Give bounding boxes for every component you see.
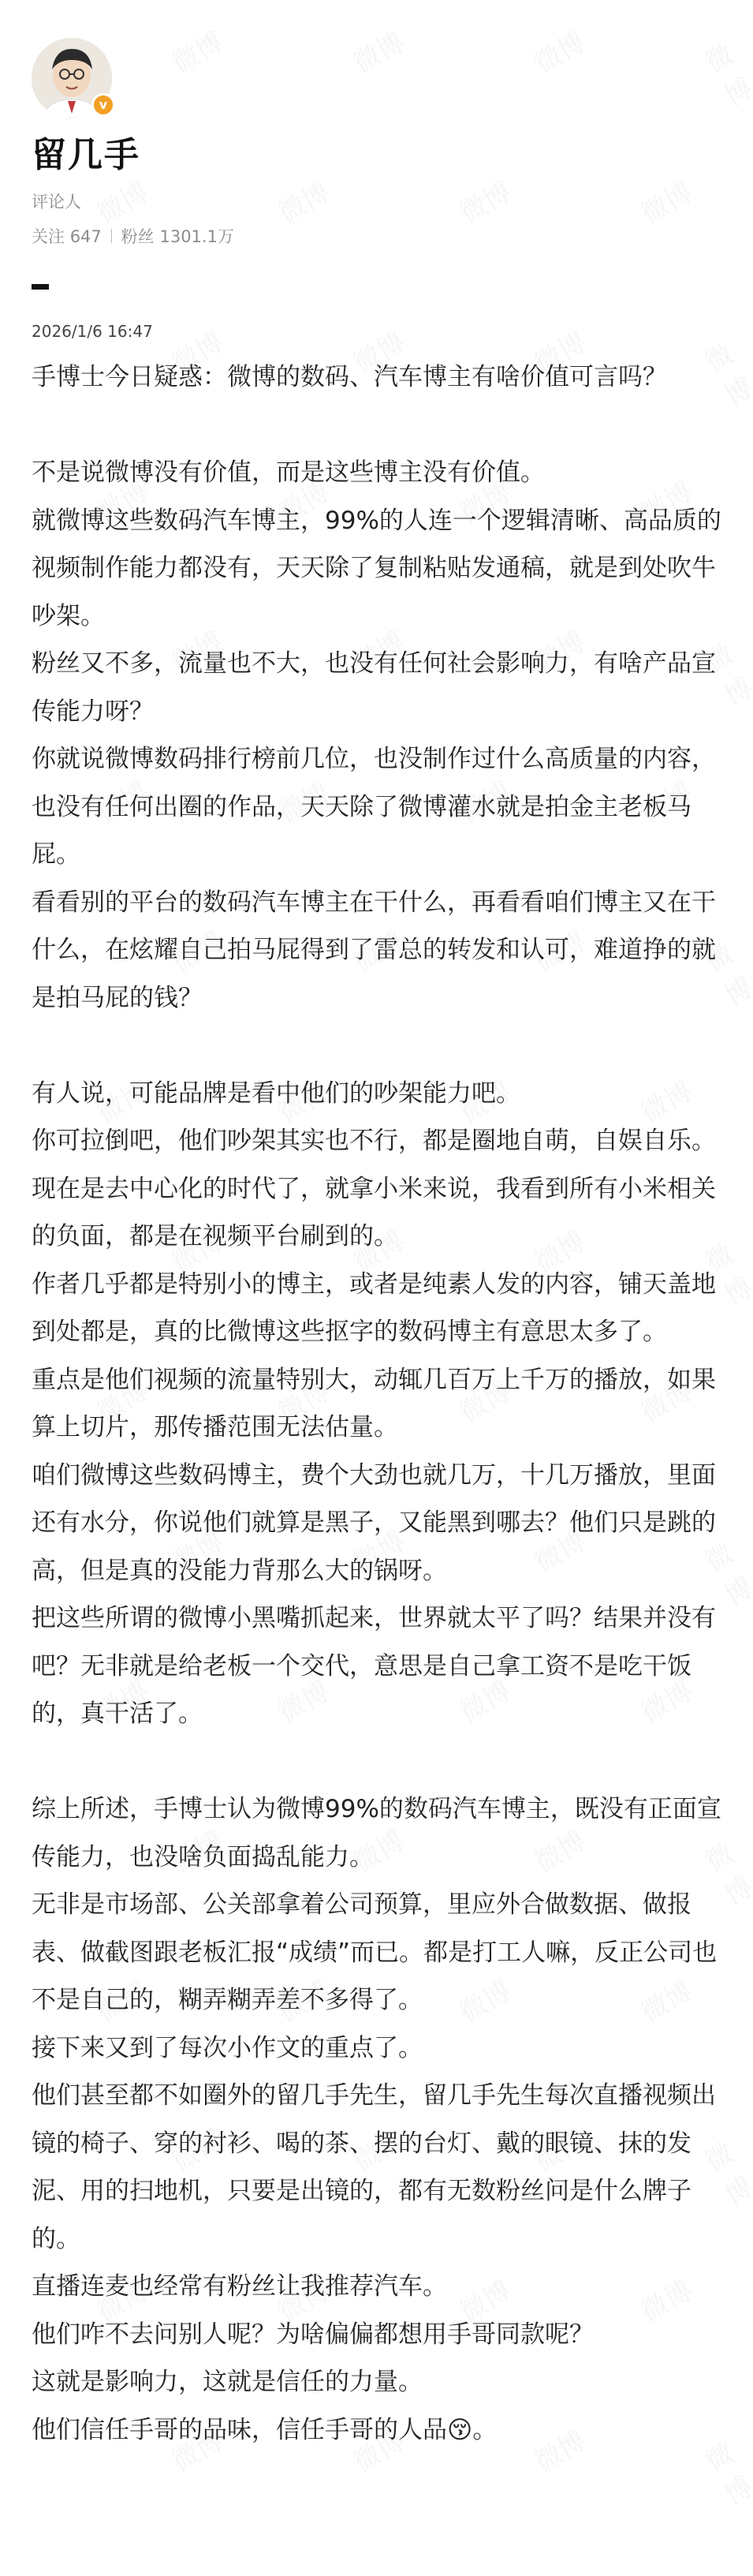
- post-paragraph: 现在是去中心化的时代了，就拿小米来说，我看到所有小米相关的负面，都是在视频平台刷到的。: [32, 1174, 716, 1251]
- post-paragraph: 你可拉倒吧，他们吵架其实也不行，都是圈地自萌，自娱自乐。: [32, 1127, 716, 1155]
- verified-badge-icon: v: [91, 93, 115, 117]
- followers-stat[interactable]: [121, 224, 234, 248]
- following-stat[interactable]: [32, 224, 102, 248]
- watermark-text: [88, 170, 154, 230]
- watermark-text: [163, 21, 229, 80]
- watermark-text: [526, 21, 591, 80]
- watermark-text: [632, 170, 698, 230]
- paragraph-gap: [32, 1738, 725, 1786]
- post-paragraph: 不是说微博没有价值，而是这些博主没有价值。: [32, 458, 545, 487]
- post-paragraph: 咱们微博这些数码博主，费个大劲也就几万，十几万播放，里面还有水分，你说他们就算是黑子，又能黑到哪去？他们只是跳的高，但是真的没能力背那么大的锅呀。: [32, 1460, 716, 1585]
- profile-name[interactable]: 留几手: [32, 135, 140, 175]
- post-paragraph: 粉丝又不多，流量也不大，也没有任何社会影响力，有啥产品宣传能力呀？: [32, 649, 716, 726]
- post-paragraph: 手博士今日疑惑：微博的数码、汽车博主有啥价值可言吗？: [32, 363, 667, 391]
- post-paragraph: 重点是他们视频的流量特别大，动辄几百万上千万的播放，如果算上切片，那传播范围无法估量。: [32, 1365, 716, 1441]
- post-paragraph: 就微博这些数码汽车博主，99%的人连一个逻辑清晰、高品质的视频制作能力都没有，天天除了复制粘贴发通稿，就是到处吹牛吵架。: [32, 506, 721, 630]
- paragraph-gap: [32, 1022, 725, 1070]
- post-paragraph: 这就是影响力，这就是信任的力量。: [32, 2368, 423, 2396]
- post-paragraph: 看看别的平台的数码汽车博主在干什么，再看看咱们博主又在干什么，在炫耀自己拍马屁得到了雷总的转发和认可，难道挣的就是拍马屁的钱？: [32, 888, 716, 1012]
- watermark-text: [345, 21, 410, 80]
- watermark-text: [270, 170, 335, 230]
- post-paragraph: 直播连麦也经常有粉丝让我推荐汽车。: [32, 2272, 447, 2301]
- following-count: 647: [69, 227, 102, 246]
- stats-divider: [111, 229, 112, 243]
- watermark-text: [697, 27, 753, 114]
- profile-role: 评论人: [32, 193, 81, 211]
- watermark-text: [451, 170, 516, 230]
- followers-label: 粉丝: [121, 227, 155, 246]
- post-paragraph: 你就说微博数码排行榜前几位，也没制作过什么高质量的内容，也没有任何出圈的作品，天天除了微博灌水就是拍金主老板马屁。: [32, 745, 716, 869]
- paragraph-gap: [32, 402, 725, 450]
- post-paragraph: 他们甚至都不如圈外的留几手先生，留几手先生每次直播视频出镜的椅子、穿的衬衫、喝的茶、摆的台灯、戴的眼镜、抹的发泥、用的扫地机，只要是出镜的，都有无数粉丝问是什么牌子的。: [32, 2081, 716, 2253]
- post-body: [32, 353, 725, 2454]
- post-paragraph: 无非是市场部、公关部拿着公司预算，里应外合做数据、做报表、做截图跟老板汇报“成绩”而已。都是打工人嘛，反正公司也不是自己的，糊弄糊弄差不多得了。: [32, 1890, 718, 2014]
- post-paragraph: 把这些所谓的微博小黑嘴抓起来，世界就太平了吗？结果并没有吧？无非就是给老板一个交代，意思是自己拿工资不是吃干饭的，真干活了。: [32, 1604, 716, 1728]
- following-label: 关注: [32, 227, 65, 246]
- followers-count: 1301.1万: [159, 227, 234, 246]
- post-paragraph: 作者几乎都是特别小的博主，或者是纯素人发的内容，铺天盖地到处都是，真的比微博这些抠字的数码博主有意思太多了。: [32, 1269, 716, 1346]
- post-paragraph: 综上所述，手博士认为微博99%的数码汽车博主，既没有正面宣传能力，也没啥负面捣乱能力。: [32, 1795, 721, 1871]
- post-paragraph: 他们信任手哥的品味，信任手哥的人品😚。: [32, 2415, 498, 2444]
- post-paragraph: 有人说，可能品牌是看中他们的吵架能力吧。: [32, 1079, 520, 1108]
- post-timestamp[interactable]: 2026/1/6 16:47: [32, 322, 153, 341]
- profile-stats: [32, 224, 234, 248]
- post-paragraph: 接下来又到了每次小作文的重点了。: [32, 2033, 423, 2062]
- post-paragraph: 他们咋不去问别人呢？为啥偏偏都想用手哥同款呢？: [32, 2320, 594, 2349]
- section-marker: [32, 284, 49, 290]
